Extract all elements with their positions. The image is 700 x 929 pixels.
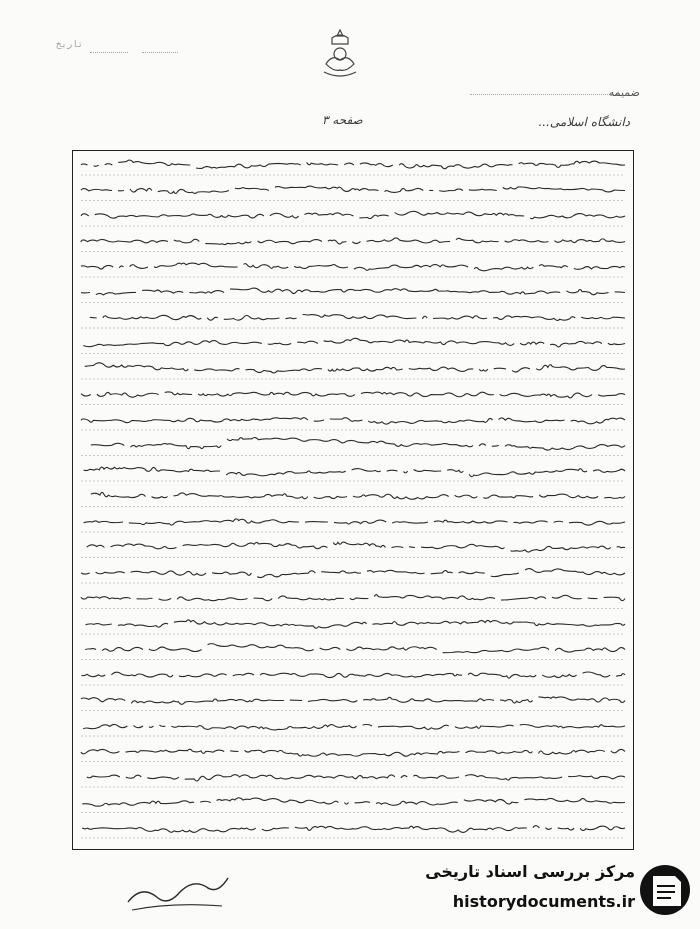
handwritten-text-line: [81, 697, 625, 704]
signature-icon: [122, 870, 232, 916]
handwritten-text-line: [81, 263, 625, 271]
handwritten-text-line: [81, 238, 625, 245]
handwritten-text-line: [84, 314, 625, 320]
handwritten-text-line: [84, 519, 625, 525]
lion-and-sun-emblem-icon: [318, 28, 362, 78]
handwritten-text-line: [82, 826, 625, 833]
handwritten-text-line: [81, 749, 625, 756]
attachment-label: ضمیمه: [608, 86, 640, 99]
page-label: صفحه: [332, 113, 363, 127]
handwritten-text-line: [81, 211, 625, 218]
archive-watermark: [415, 856, 697, 924]
date-label: تاریخ: [56, 40, 84, 50]
handwritten-text-line: [75, 392, 625, 398]
page-number-value: ۳: [322, 113, 329, 127]
handwritten-text-line: [86, 620, 626, 628]
handwritten-text-line: [81, 595, 625, 601]
date-dotted-line: [90, 52, 128, 53]
recipient-line: دانشگاه اسلامی...: [538, 115, 630, 129]
handwritten-lines: [73, 151, 633, 849]
handwritten-text-line: [81, 186, 625, 193]
handwritten-text-line: [82, 672, 626, 678]
handwritten-text-line: [85, 363, 625, 373]
date-field: [56, 40, 176, 56]
handwritten-text-line: [81, 542, 625, 552]
handwritten-text-line: [85, 492, 625, 499]
handwritten-text-line: [82, 798, 625, 806]
archive-logo-icon: [637, 862, 693, 918]
handwritten-text-line: [81, 569, 625, 578]
handwritten-text-line: [81, 288, 625, 295]
handwritten-text-line: [77, 338, 625, 347]
handwritten-text-line: [87, 775, 625, 781]
watermark-url: historydocuments.ir: [452, 892, 635, 911]
handwritten-text-line: [85, 644, 625, 653]
handwritten-text-line: [84, 467, 625, 476]
handwritten-text-line: [83, 724, 625, 730]
attachment-dotted-line: [470, 94, 620, 95]
handwritten-text-line: [81, 160, 625, 169]
date-dotted-line-2: [142, 52, 178, 53]
page-number: [322, 113, 363, 127]
watermark-title: مرکز بررسی اسناد تاریخی: [425, 862, 635, 881]
letter-frame: [72, 150, 634, 850]
handwritten-text-line: [81, 418, 625, 424]
handwritten-text-line: [85, 437, 625, 450]
